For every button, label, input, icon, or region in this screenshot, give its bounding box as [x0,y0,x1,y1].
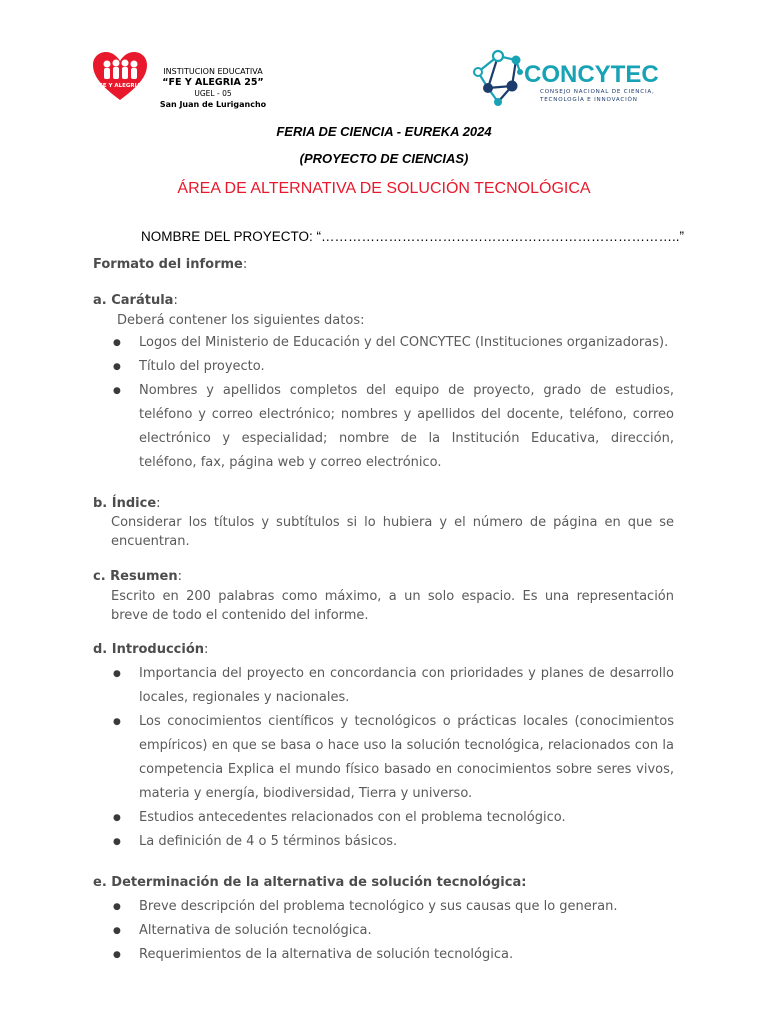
heart-shape [93,52,147,100]
concytec-name: CONCYTEC [524,61,659,88]
project-type: (PROYECTO DE CIENCIAS) [299,151,469,166]
section-e-heading: e. Determinación de la alternativa de solución tecnológica: [93,875,527,890]
list-item: ● Estudios antecedentes relacionados con el problema tecnológico. [111,806,674,830]
list-item: ● Los conocimientos científicos y tecnológicos o prácticas locales (conocimientos empíricos) en que se basa o hace uso la solución tecnológica, relacionados con la competencia Explica el mundo físico basado en conocimientos sobre seres vivos, materia y energía, biodiversidad, Tierra y universo. [111,710,674,806]
section-a-list [111,331,674,475]
area-title: ÁREA DE ALTERNATIVA DE SOLUCIÓN TECNOLÓGICA [177,180,591,197]
section-c-heading: c. Resumen: [93,569,182,584]
bullet-icon: ● [113,362,121,372]
school-info [158,66,268,110]
fair-title: FERIA DE CIENCIA - EUREKA 2024 [276,124,492,139]
concytec-logo [470,46,680,110]
list-item: ● La definición de 4 o 5 términos básicos. [111,830,674,854]
list-item: ● Logos del Ministerio de Educación y del CONCYTEC (Instituciones organizadoras). [111,331,674,355]
section-b-heading: b. Índice: [93,496,161,511]
list-item: ● Importancia del proyecto en concordancia con prioridades y planes de desarrollo locales, regionales y nacionales. [111,662,674,710]
school-logo-text: FE Y ALEGRIA [99,83,141,89]
section-a-heading: a. Carátula: [93,293,178,308]
bullet-icon: ● [113,717,121,727]
section-c-text: Escrito en 200 palabras como máximo, a un solo espacio. Es una representación breve de todo el contenido del informe. [111,589,674,623]
bullet-icon: ● [113,950,121,960]
bullet-icon: ● [113,926,121,936]
concytec-subtitle-1: CONSEJO NACIONAL DE CIENCIA, [540,89,655,95]
section-d-heading: d. Introducción: [93,642,209,657]
format-heading: Formato del informe: [93,257,248,272]
bullet-icon: ● [113,813,121,823]
section-d-list [111,662,674,854]
school-logo [91,50,149,102]
bullet-icon: ● [113,902,121,912]
list-item: ● Breve descripción del problema tecnológico y sus causas que lo generan. [111,895,674,919]
school-type: INSTITUCION EDUCATIVA [163,67,263,76]
bullet-icon: ● [113,669,121,679]
section-a-intro: Deberá contener los siguientes datos: [117,313,365,328]
list-item: ● Título del proyecto. [111,355,674,379]
bullet-icon: ● [113,386,121,396]
project-name-label: NOMBRE DEL PROYECTO [141,229,310,244]
section-b-text: Considerar los títulos y subtítulos si lo hubiera y el número de página en que se encuentran. [111,515,674,549]
bullet-icon: ● [113,338,121,348]
school-district: San Juan de Lurigancho [159,100,267,109]
concytec-subtitle-2: TECNOLOGÍA E INNOVACIÓN [540,97,638,103]
school-name: “FE Y ALEGRIA 25” [162,77,264,88]
section-e-list [111,895,674,967]
school-ugel: UGEL - 05 [194,89,232,98]
project-name-blank: : “……………………………………………………………………..” [309,229,685,244]
project-name-line [141,229,684,244]
list-item: ● Alternativa de solución tecnológica. [111,919,674,943]
list-item: ● Requerimientos de la alternativa de solución tecnológica. [111,943,674,967]
list-item: ● Nombres y apellidos completos del equipo de proyecto, grado de estudios, teléfono y correo electrónico; nombres y apellidos del docente, teléfono, correo electrónico y especialidad; nombre de la Institución Educativa, dirección, teléfono, fax, página web y correo electrónico. [111,379,674,475]
bullet-icon: ● [113,837,121,847]
